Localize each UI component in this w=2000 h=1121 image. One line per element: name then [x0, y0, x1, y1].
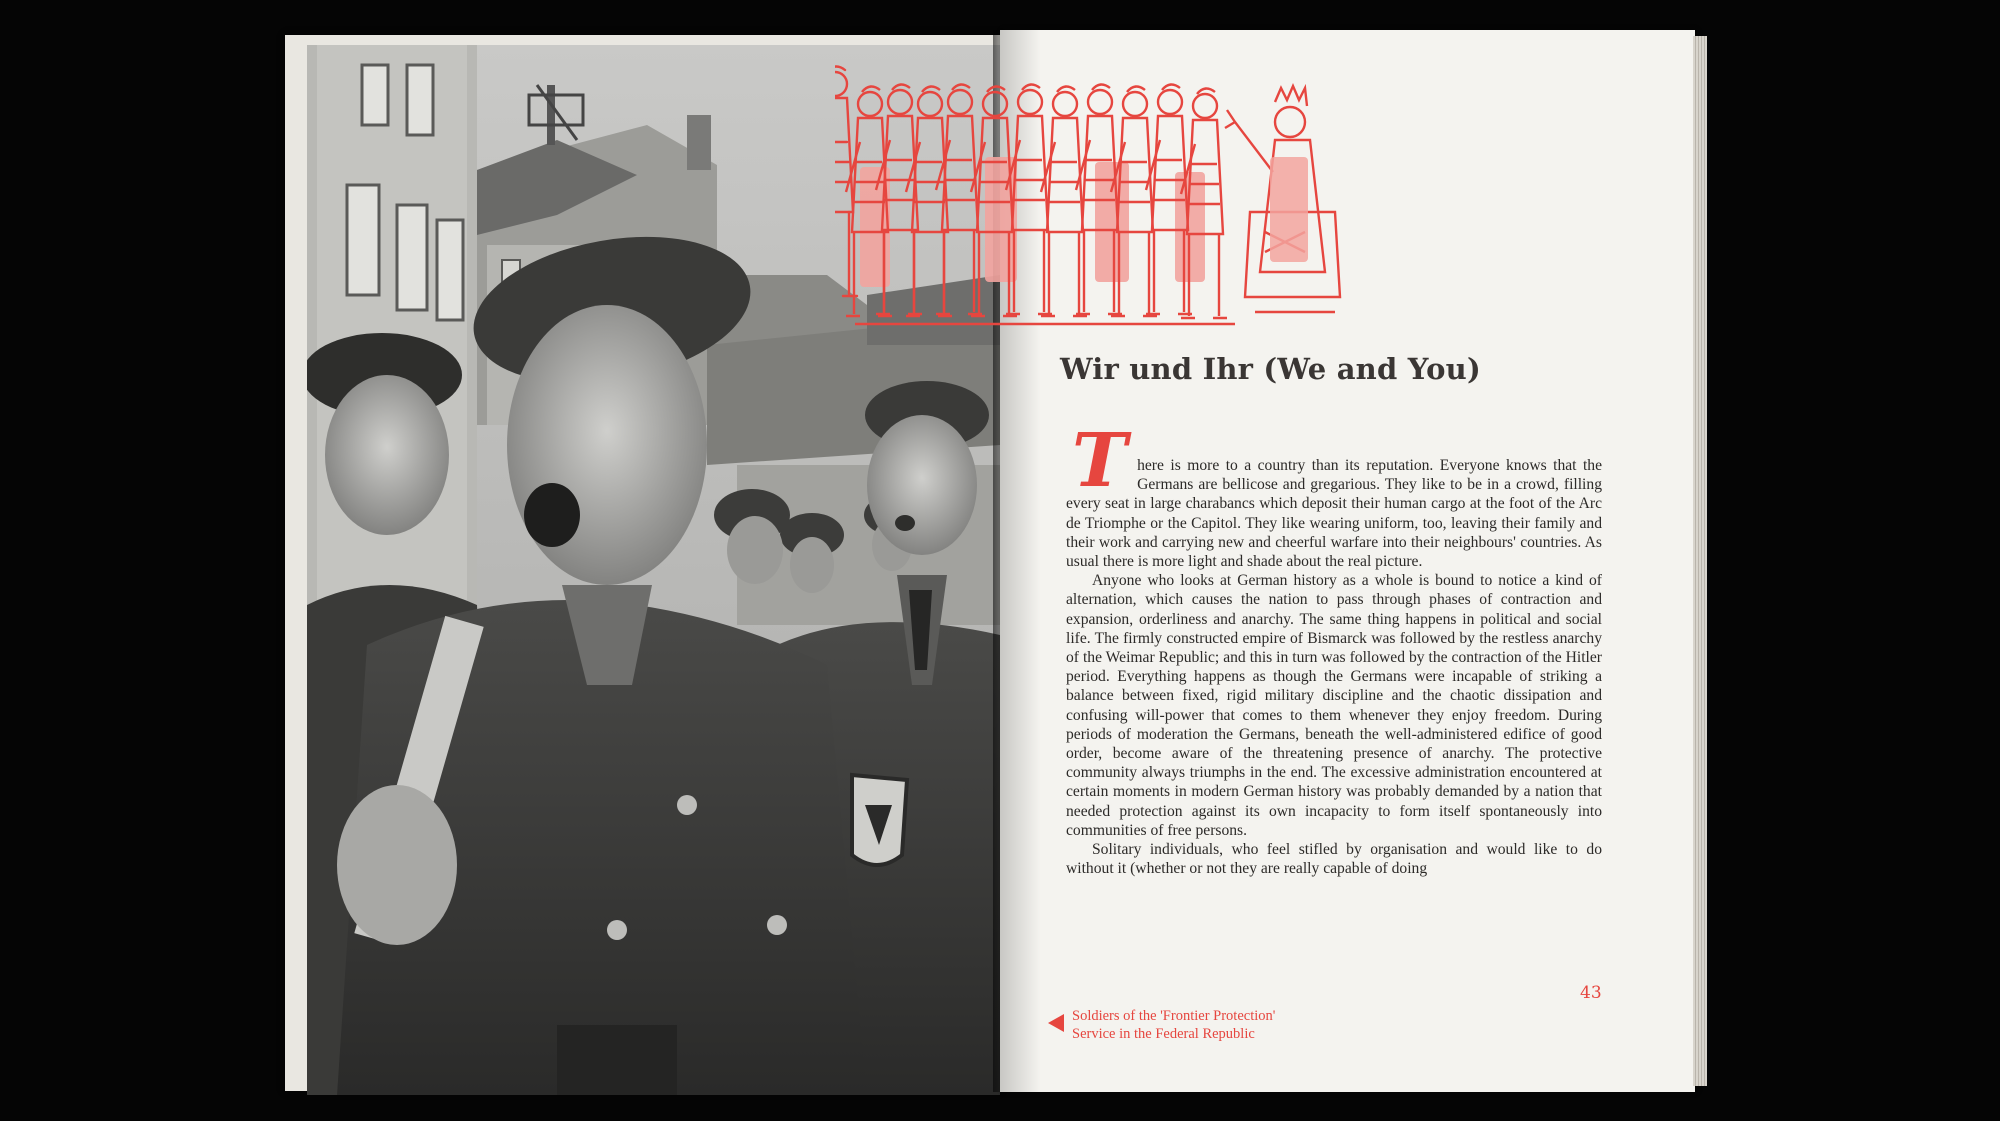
paragraph-1-text: here is more to a country than its reputation. Everyone knows that the Germans are bellicose and gregarious. They like to be in a crowd, filling every seat in large charabancs which deposit their human cargo at the foot of the Arc de Triomphe or the Capitol. They like wearing uniform, too, leaving their family and their work and carrying new and cheerful warfare into their neighbours' countries. As usual there is more light and shade about the real picture.	[1066, 457, 1602, 571]
drop-cap: T	[1072, 418, 1128, 504]
paragraph-2: Anyone who looks at German history as a whole is bound to notice a kind of alternation, which causes the nation to pass through phases of contraction and expansion, orderliness and anarchy. The same thing happens in political and social life. The firmly constructed empire of Bismarck was followed by the restless anarchy of the Weimar Republic; and this in turn was followed by the contraction of the Hitler period. Everything happens as though the Germans were incapable of striking a balance between fixed, rigid military discipline and the chaotic dissipation and confusing will-power that comes to them whenever they enjoy freedom. During periods of moderation the Germans, beneath the well-administered edifice of good order, become aware of the threatening presence of anarchy. The protective community always triumphs in the end. The excessive administration encountered at certain moments in modern German history was probably demanded by a nation that needed protection against its own incapacity to form itself spontaneously into communities of free persons.	[1066, 572, 1602, 839]
page-number: 43	[1580, 983, 1602, 1003]
caption-arrow-icon	[1048, 1014, 1064, 1032]
caption-line-1: Soldiers of the 'Frontier Protection'	[1072, 1008, 1276, 1024]
page-edges	[1693, 36, 1707, 1086]
caption-line-2: Service in the Federal Republic	[1072, 1025, 1255, 1042]
article-body	[1066, 418, 1602, 878]
paragraph-1	[1066, 418, 1602, 571]
article-title: Wir und Ihr (We and You)	[1060, 352, 1481, 386]
medieval-figures-illustration	[835, 62, 1355, 342]
paragraph-3: Solitary individuals, who feel stifled by organisation and would like to do without it (whether or not they are really capable of doing	[1066, 841, 1602, 878]
photo-caption	[1072, 1008, 1275, 1043]
